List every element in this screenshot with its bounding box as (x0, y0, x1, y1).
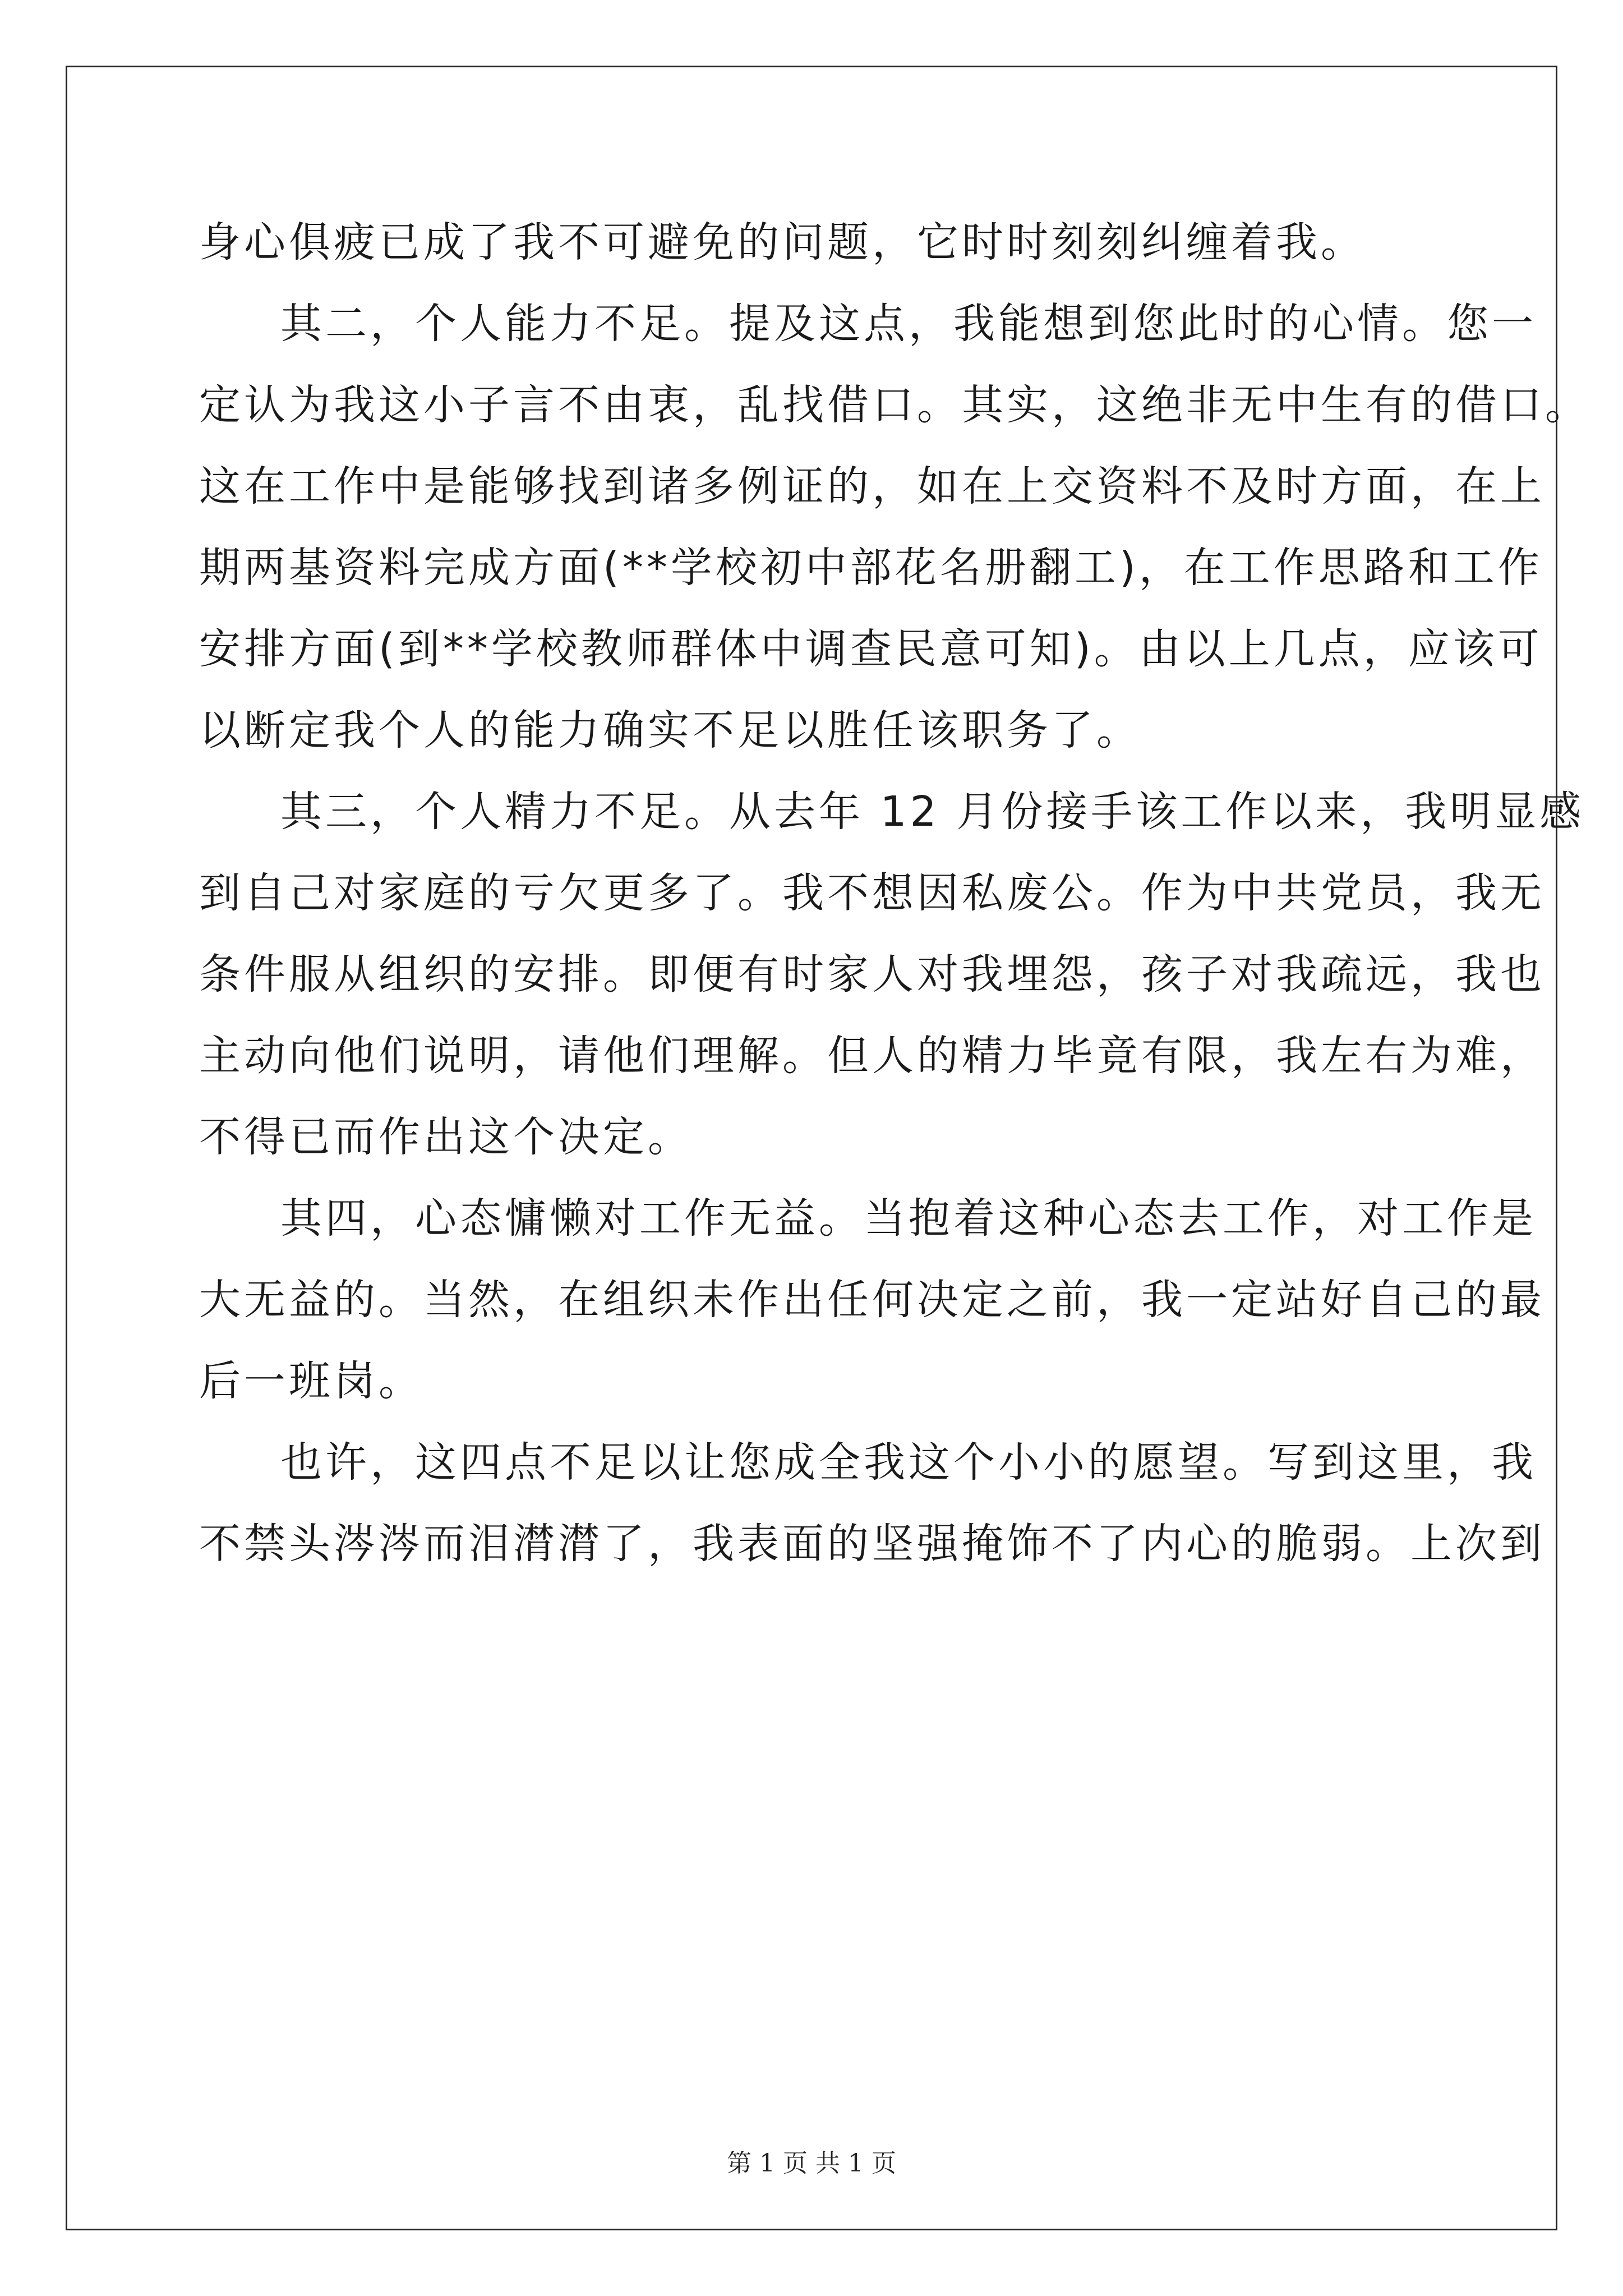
text-line: 以断定我个人的能力确实不足以胜任该职务了。 (199, 706, 1141, 754)
text-line: 不禁头涔涔而泪潸潸了，我表面的坚强掩饰不了内心的脆弱。上次到 (199, 1520, 1545, 1568)
text-line: 到自己对家庭的亏欠更多了。我不想因私废公。作为中共党员，我无 (199, 869, 1545, 917)
paragraph-reason-three (199, 771, 1585, 1178)
text-line: 主动向他们说明，请他们理解。但人的精力毕竟有限，我左右为难， (199, 1032, 1545, 1080)
text-line: 条件服从组织的安排。即便有时家人对我埋怨，孩子对我疏远，我也 (199, 950, 1545, 999)
text-line: 不得已而作出这个决定。 (199, 1113, 693, 1161)
paragraph-closing (199, 1422, 1545, 1585)
page-number-footer: 第 1 页 共 1 页 (727, 2149, 896, 2178)
paragraph-reason-four (199, 1178, 1545, 1422)
text-line: 身心俱疲已成了我不可避免的问题，它时时刻刻纠缠着我。 (199, 218, 1366, 266)
text-line: 安排方面(到**学校教师群体中调查民意可知)。由以上几点，应该可 (199, 625, 1543, 673)
text-line: 大无益的。当然，在组织未作出任何决定之前，我一定站好自己的最 (199, 1276, 1545, 1324)
text-line: 定认为我这小子言不由衷，乱找借口。其实，这绝非无中生有的借口。 (199, 381, 1590, 429)
text-line: 期两基资料完成方面(**学校初中部花名册翻工)，在工作思路和工作 (199, 544, 1543, 592)
paragraph-reason-two (199, 283, 1590, 771)
text-line: 后一班岗。 (199, 1357, 423, 1405)
text-line: 其二，个人能力不足。提及这点，我能想到您此时的心情。您一 (280, 300, 1537, 348)
text-line: 其四，心态慵懒对工作无益。当抱着这种心态去工作，对工作是 (280, 1194, 1537, 1243)
document-body (199, 202, 1590, 1585)
text-line: 也许，这四点不足以让您成全我这个小小的愿望。写到这里，我 (280, 1438, 1537, 1487)
text-line: 其三，个人精力不足。从去年 12 月份接手该工作以来，我明显感 (280, 788, 1585, 836)
text-line: 这在工作中是能够找到诸多例证的，如在上交资料不及时方面，在上 (199, 462, 1545, 510)
paragraph-continuation (199, 202, 1450, 283)
